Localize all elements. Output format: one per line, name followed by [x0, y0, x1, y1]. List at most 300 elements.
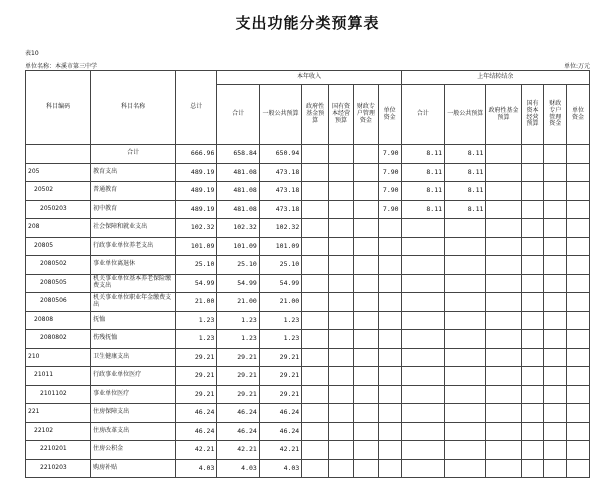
cell-p-fund	[486, 441, 521, 460]
cell-code: 205	[26, 163, 91, 182]
cell-c-fund	[302, 182, 329, 201]
cell-total: 666.96	[176, 145, 217, 164]
cell-name: 合计	[91, 145, 176, 164]
cell-name: 机关事业单位职业年金缴费支出	[91, 293, 176, 312]
cell-p-spec	[544, 385, 567, 404]
cell-c-gen: 29.21	[259, 385, 301, 404]
cell-c-fund	[302, 311, 329, 330]
cell-p-total: 8.11	[401, 145, 444, 164]
cell-p-fund	[486, 256, 521, 275]
cell-c-unit	[378, 459, 401, 478]
header-prior-special: 财政专户管理资金	[544, 85, 567, 145]
table-row	[26, 330, 590, 349]
cell-c-unit: 7.90	[378, 200, 401, 219]
cell-p-spec	[544, 293, 567, 312]
cell-p-fund	[486, 422, 521, 441]
cell-p-gen	[445, 256, 486, 275]
cell-p-state	[521, 459, 544, 478]
cell-name: 抚恤	[91, 311, 176, 330]
table-row	[26, 404, 590, 423]
cell-p-gen: 8.11	[445, 200, 486, 219]
cell-c-total: 658.84	[217, 145, 259, 164]
table-row	[26, 459, 590, 478]
cell-p-unit	[567, 311, 590, 330]
cell-total: 54.99	[176, 274, 217, 293]
cell-c-spec	[353, 145, 378, 164]
cell-code: 221	[26, 404, 91, 423]
cell-c-unit	[378, 293, 401, 312]
unit-name: 单位名称：本溪市第三中学	[25, 63, 98, 70]
cell-p-total	[401, 274, 444, 293]
cell-p-spec	[544, 348, 567, 367]
cell-c-total: 481.08	[217, 182, 259, 201]
cell-c-unit	[378, 219, 401, 238]
cell-p-gen	[445, 459, 486, 478]
cell-p-gen	[445, 367, 486, 386]
header-prior-fund: 政府性基金预算	[486, 85, 521, 145]
cell-c-fund	[302, 145, 329, 164]
cell-c-state	[329, 422, 354, 441]
cell-p-fund	[486, 219, 521, 238]
cell-name: 普通教育	[91, 182, 176, 201]
cell-p-state	[521, 367, 544, 386]
table-row	[26, 182, 590, 201]
cell-p-spec	[544, 182, 567, 201]
cell-p-gen	[445, 293, 486, 312]
cell-code: 20808	[26, 311, 91, 330]
cell-c-total: 29.21	[217, 367, 259, 386]
cell-p-total: 8.11	[401, 200, 444, 219]
header-current-fund: 政府性基金预算	[302, 85, 329, 145]
cell-p-state	[521, 237, 544, 256]
cell-name: 事业单位医疗	[91, 385, 176, 404]
cell-c-spec	[353, 311, 378, 330]
table-row	[26, 237, 590, 256]
cell-c-unit	[378, 422, 401, 441]
cell-p-fund	[486, 404, 521, 423]
cell-c-state	[329, 163, 354, 182]
cell-c-gen: 1.23	[259, 330, 301, 349]
cell-c-unit: 7.90	[378, 145, 401, 164]
cell-c-total: 29.21	[217, 348, 259, 367]
cell-p-total	[401, 330, 444, 349]
cell-c-unit	[378, 330, 401, 349]
cell-c-gen: 21.00	[259, 293, 301, 312]
cell-c-spec	[353, 237, 378, 256]
cell-c-gen: 42.21	[259, 441, 301, 460]
cell-p-spec	[544, 256, 567, 275]
cell-c-spec	[353, 256, 378, 275]
cell-p-total	[401, 385, 444, 404]
cell-c-total: 25.10	[217, 256, 259, 275]
cell-p-gen	[445, 404, 486, 423]
cell-code: 2210201	[26, 441, 91, 460]
cell-total: 21.00	[176, 293, 217, 312]
cell-c-spec	[353, 404, 378, 423]
cell-c-state	[329, 274, 354, 293]
header-current-state-capital: 国有资本经营预算	[329, 85, 354, 145]
cell-name: 行政事业单位医疗	[91, 367, 176, 386]
cell-c-total: 481.08	[217, 200, 259, 219]
cell-p-gen: 8.11	[445, 182, 486, 201]
cell-code: 2050203	[26, 200, 91, 219]
cell-c-total: 29.21	[217, 385, 259, 404]
cell-p-gen	[445, 385, 486, 404]
cell-c-fund	[302, 256, 329, 275]
cell-total: 101.09	[176, 237, 217, 256]
cell-c-gen: 54.99	[259, 274, 301, 293]
cell-p-fund	[486, 385, 521, 404]
cell-p-state	[521, 274, 544, 293]
cell-c-fund	[302, 441, 329, 460]
cell-c-gen: 101.09	[259, 237, 301, 256]
cell-p-unit	[567, 237, 590, 256]
cell-p-unit	[567, 385, 590, 404]
cell-p-fund	[486, 182, 521, 201]
cell-total: 29.21	[176, 385, 217, 404]
cell-total: 42.21	[176, 441, 217, 460]
cell-code	[26, 145, 91, 164]
cell-c-total: 46.24	[217, 404, 259, 423]
cell-c-gen: 46.24	[259, 422, 301, 441]
cell-p-spec	[544, 200, 567, 219]
cell-c-state	[329, 459, 354, 478]
cell-p-total	[401, 459, 444, 478]
cell-code: 208	[26, 219, 91, 238]
cell-total: 1.23	[176, 330, 217, 349]
cell-p-state	[521, 348, 544, 367]
cell-c-total: 1.23	[217, 311, 259, 330]
cell-p-total	[401, 219, 444, 238]
cell-p-unit	[567, 459, 590, 478]
cell-name: 卫生健康支出	[91, 348, 176, 367]
cell-c-fund	[302, 330, 329, 349]
cell-c-gen: 29.21	[259, 367, 301, 386]
cell-total: 46.24	[176, 422, 217, 441]
cell-c-total: 1.23	[217, 330, 259, 349]
cell-c-total: 4.03	[217, 459, 259, 478]
cell-p-fund	[486, 237, 521, 256]
cell-p-spec	[544, 367, 567, 386]
cell-p-fund	[486, 163, 521, 182]
cell-c-total: 101.09	[217, 237, 259, 256]
cell-c-spec	[353, 293, 378, 312]
table-row	[26, 274, 590, 293]
cell-total: 29.21	[176, 367, 217, 386]
cell-c-state	[329, 367, 354, 386]
cell-name: 伤残抚恤	[91, 330, 176, 349]
cell-c-state	[329, 200, 354, 219]
cell-p-spec	[544, 422, 567, 441]
cell-name: 初中教育	[91, 200, 176, 219]
cell-p-state	[521, 311, 544, 330]
cell-c-fund	[302, 274, 329, 293]
cell-c-unit	[378, 237, 401, 256]
header-prior-state-capital: 国有资本经营预算	[521, 85, 544, 145]
cell-p-gen	[445, 237, 486, 256]
cell-c-gen: 25.10	[259, 256, 301, 275]
cell-p-unit	[567, 219, 590, 238]
cell-p-gen	[445, 330, 486, 349]
table-row	[26, 293, 590, 312]
cell-c-state	[329, 404, 354, 423]
cell-p-spec	[544, 330, 567, 349]
cell-p-fund	[486, 348, 521, 367]
cell-p-gen	[445, 348, 486, 367]
cell-c-total: 102.32	[217, 219, 259, 238]
cell-p-total	[401, 311, 444, 330]
cell-p-total	[401, 441, 444, 460]
cell-p-spec	[544, 237, 567, 256]
cell-code: 2080802	[26, 330, 91, 349]
cell-p-unit	[567, 441, 590, 460]
cell-p-unit	[567, 145, 590, 164]
cell-c-unit: 7.90	[378, 163, 401, 182]
cell-c-spec	[353, 182, 378, 201]
cell-name: 事业单位离退休	[91, 256, 176, 275]
table-row	[26, 163, 590, 182]
cell-c-state	[329, 145, 354, 164]
cell-c-gen: 473.18	[259, 182, 301, 201]
cell-p-total	[401, 367, 444, 386]
cell-c-spec	[353, 163, 378, 182]
cell-c-spec	[353, 367, 378, 386]
cell-p-spec	[544, 404, 567, 423]
cell-total: 25.10	[176, 256, 217, 275]
cell-c-state	[329, 237, 354, 256]
header-current-special: 财政专户管理资金	[353, 85, 378, 145]
cell-total: 489.19	[176, 163, 217, 182]
cell-c-state	[329, 330, 354, 349]
cell-p-unit	[567, 200, 590, 219]
cell-c-fund	[302, 163, 329, 182]
cell-p-state	[521, 145, 544, 164]
cell-c-state	[329, 256, 354, 275]
cell-name: 购房补贴	[91, 459, 176, 478]
budget-table	[25, 70, 590, 478]
cell-p-gen	[445, 441, 486, 460]
cell-c-unit	[378, 385, 401, 404]
cell-p-total	[401, 348, 444, 367]
cell-p-fund	[486, 367, 521, 386]
cell-c-state	[329, 219, 354, 238]
cell-c-spec	[353, 441, 378, 460]
cell-p-state	[521, 330, 544, 349]
cell-c-state	[329, 348, 354, 367]
cell-p-unit	[567, 404, 590, 423]
cell-code: 2080505	[26, 274, 91, 293]
cell-p-spec	[544, 459, 567, 478]
cell-code: 2101102	[26, 385, 91, 404]
cell-name: 住房改革支出	[91, 422, 176, 441]
cell-p-state	[521, 219, 544, 238]
cell-c-spec	[353, 219, 378, 238]
cell-c-total: 46.24	[217, 422, 259, 441]
header-prior-general: 一般公共预算	[445, 85, 486, 145]
header-prior-unit-fund: 单位资金	[567, 85, 590, 145]
cell-p-unit	[567, 274, 590, 293]
cell-c-unit	[378, 367, 401, 386]
cell-c-unit	[378, 441, 401, 460]
cell-p-spec	[544, 145, 567, 164]
cell-p-unit	[567, 422, 590, 441]
cell-p-gen	[445, 219, 486, 238]
cell-p-spec	[544, 163, 567, 182]
cell-c-spec	[353, 348, 378, 367]
cell-p-state	[521, 422, 544, 441]
table-row	[26, 441, 590, 460]
cell-p-gen	[445, 311, 486, 330]
cell-total: 46.24	[176, 404, 217, 423]
cell-code: 2080502	[26, 256, 91, 275]
cell-code: 2080506	[26, 293, 91, 312]
cell-p-gen	[445, 274, 486, 293]
cell-name: 住房保障支出	[91, 404, 176, 423]
header-prior-year: 上年结转结余	[401, 71, 589, 85]
cell-name: 社会保障和就业支出	[91, 219, 176, 238]
cell-c-fund	[302, 237, 329, 256]
table-row	[26, 348, 590, 367]
cell-p-total	[401, 237, 444, 256]
cell-c-total: 481.08	[217, 163, 259, 182]
cell-c-fund	[302, 385, 329, 404]
table-row	[26, 200, 590, 219]
cell-c-fund	[302, 367, 329, 386]
cell-c-state	[329, 385, 354, 404]
cell-p-state	[521, 293, 544, 312]
header-prior-subtotal: 合计	[401, 85, 444, 145]
cell-p-fund	[486, 293, 521, 312]
table-row	[26, 422, 590, 441]
cell-c-fund	[302, 459, 329, 478]
table-row	[26, 367, 590, 386]
cell-p-unit	[567, 348, 590, 367]
cell-code: 21011	[26, 367, 91, 386]
header-total: 总计	[176, 71, 217, 145]
cell-c-unit	[378, 274, 401, 293]
header-current-subtotal: 合计	[217, 85, 259, 145]
cell-c-fund	[302, 404, 329, 423]
header-current-year: 本年收入	[217, 71, 401, 85]
cell-p-total: 8.11	[401, 163, 444, 182]
cell-c-gen: 1.23	[259, 311, 301, 330]
header-code: 科目编码	[26, 71, 91, 145]
cell-c-unit: 7.90	[378, 182, 401, 201]
cell-total: 489.19	[176, 200, 217, 219]
cell-code: 22102	[26, 422, 91, 441]
table-row	[26, 219, 590, 238]
cell-c-spec	[353, 274, 378, 293]
cell-c-unit	[378, 404, 401, 423]
cell-code: 20805	[26, 237, 91, 256]
cell-p-state	[521, 404, 544, 423]
header-name: 科目名称	[91, 71, 176, 145]
cell-c-gen: 46.24	[259, 404, 301, 423]
cell-p-gen: 8.11	[445, 145, 486, 164]
cell-p-spec	[544, 441, 567, 460]
cell-c-fund	[302, 200, 329, 219]
cell-c-gen: 473.18	[259, 163, 301, 182]
cell-c-unit	[378, 256, 401, 275]
cell-p-gen	[445, 422, 486, 441]
cell-c-gen: 650.94	[259, 145, 301, 164]
cell-c-state	[329, 293, 354, 312]
cell-p-total	[401, 404, 444, 423]
header-current-general: 一般公共预算	[259, 85, 301, 145]
cell-p-state	[521, 441, 544, 460]
cell-p-unit	[567, 256, 590, 275]
cell-name: 住房公积金	[91, 441, 176, 460]
cell-p-fund	[486, 311, 521, 330]
cell-c-gen: 102.32	[259, 219, 301, 238]
cell-c-state	[329, 311, 354, 330]
cell-c-total: 54.99	[217, 274, 259, 293]
cell-p-fund	[486, 459, 521, 478]
cell-name: 行政事业单位养老支出	[91, 237, 176, 256]
cell-name: 教育支出	[91, 163, 176, 182]
cell-p-state	[521, 256, 544, 275]
table-row	[26, 256, 590, 275]
cell-p-unit	[567, 367, 590, 386]
cell-p-state	[521, 163, 544, 182]
cell-p-fund	[486, 274, 521, 293]
cell-c-gen: 473.18	[259, 200, 301, 219]
cell-c-fund	[302, 348, 329, 367]
cell-c-spec	[353, 459, 378, 478]
cell-p-state	[521, 182, 544, 201]
cell-p-spec	[544, 274, 567, 293]
cell-c-gen: 29.21	[259, 348, 301, 367]
cell-c-state	[329, 441, 354, 460]
cell-p-unit	[567, 330, 590, 349]
cell-c-total: 42.21	[217, 441, 259, 460]
cell-p-fund	[486, 330, 521, 349]
header-current-unit-fund: 单位资金	[378, 85, 401, 145]
cell-p-total	[401, 256, 444, 275]
cell-c-total: 21.00	[217, 293, 259, 312]
cell-code: 210	[26, 348, 91, 367]
cell-c-fund	[302, 422, 329, 441]
cell-p-unit	[567, 182, 590, 201]
cell-p-total: 8.11	[401, 182, 444, 201]
cell-p-gen: 8.11	[445, 163, 486, 182]
cell-p-state	[521, 200, 544, 219]
cell-total: 489.19	[176, 182, 217, 201]
cell-c-spec	[353, 200, 378, 219]
cell-total: 29.21	[176, 348, 217, 367]
cell-p-unit	[567, 163, 590, 182]
cell-c-state	[329, 182, 354, 201]
cell-c-unit	[378, 311, 401, 330]
cell-p-spec	[544, 219, 567, 238]
page-title: 支出功能分类预算表	[235, 14, 380, 32]
cell-c-fund	[302, 293, 329, 312]
cell-name: 机关事业单位基本养老保险缴费支出	[91, 274, 176, 293]
table-row	[26, 385, 590, 404]
table-row	[26, 311, 590, 330]
cell-p-total	[401, 422, 444, 441]
cell-c-spec	[353, 330, 378, 349]
cell-p-fund	[486, 145, 521, 164]
cell-c-fund	[302, 219, 329, 238]
cell-p-fund	[486, 200, 521, 219]
cell-p-unit	[567, 293, 590, 312]
cell-p-state	[521, 385, 544, 404]
cell-c-spec	[353, 422, 378, 441]
cell-c-unit	[378, 348, 401, 367]
cell-p-total	[401, 293, 444, 312]
unit-label: 单位:万元	[563, 63, 590, 70]
